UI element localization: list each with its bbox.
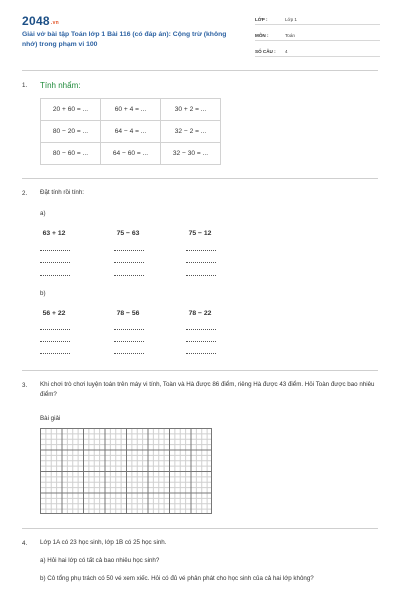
table-cell: 30 + 2 = ... [161, 99, 221, 121]
answer-line [40, 329, 70, 330]
answer-line [114, 262, 144, 263]
solution-label: Bài giải [40, 415, 61, 422]
answer-line [40, 250, 70, 251]
question-4-number: 4. [22, 540, 28, 547]
answer-line [186, 250, 216, 251]
table-cell: 64 − 60 = ... [101, 143, 161, 165]
meta-key: MÔN : [255, 33, 269, 38]
solution-grid[interactable] [40, 428, 212, 514]
table-cell: 80 − 60 = ... [41, 143, 101, 165]
table-row [41, 99, 221, 121]
expression: 75 − 63 [116, 230, 140, 237]
expression: 63 + 12 [42, 230, 66, 237]
meta-value: Lớp 1 [285, 17, 297, 22]
expression: 78 − 56 [116, 310, 140, 317]
meta-value: Toán [285, 33, 295, 38]
meta-row-subject [255, 30, 380, 41]
answer-line [186, 275, 216, 276]
answer-line [40, 262, 70, 263]
table-cell: 32 − 2 = ... [161, 121, 221, 143]
answer-line [186, 262, 216, 263]
answer-line [114, 250, 144, 251]
document-title: Giải vở bài tập Toán lớp 1 Bài 116 (có đáp án): Cộng trừ (không nhớ) trong phạm vi 100 [22, 31, 227, 48]
meta-key: LỚP : [255, 17, 268, 22]
divider [22, 528, 378, 529]
answer-line [114, 341, 144, 342]
answer-line [40, 341, 70, 342]
meta-row-class [255, 14, 380, 25]
question-2-title: Đặt tính rồi tính: [40, 189, 85, 196]
expression: 78 − 22 [188, 310, 212, 317]
answer-line [40, 353, 70, 354]
question-1-title: Tính nhẩm: [40, 81, 81, 90]
site-logo[interactable]: $2048^{.vn}$ [22, 14, 60, 28]
answer-line [114, 275, 144, 276]
answer-line [114, 329, 144, 330]
answer-line [40, 275, 70, 276]
answer-line [186, 353, 216, 354]
table-cell: 64 − 4 = ... [101, 121, 161, 143]
logo-suffix: .vn [50, 20, 60, 26]
answer-line [186, 329, 216, 330]
part-a-label: a) [40, 210, 46, 217]
question-3-number: 3. [22, 382, 28, 389]
table-cell: 60 + 4 = ... [101, 99, 161, 121]
meta-key: SỐ CÂU : [255, 49, 276, 54]
question-4-part-a: a) Hỏi hai lớp có tất cả bao nhiêu học sinh? [40, 557, 160, 564]
question-4-part-b: b) Cô tổng phụ trách có 50 vé xem xiếc. Hỏi có đủ vé phân phát cho học sinh của cả hai lớp không? [40, 575, 314, 582]
table-cell: 80 − 20 = ... [41, 121, 101, 143]
meta-row-count [255, 46, 380, 57]
expression: 75 − 12 [188, 230, 212, 237]
table-row [41, 121, 221, 143]
table-cell: 32 − 30 = ... [161, 143, 221, 165]
mental-math-table [40, 98, 221, 165]
divider [22, 370, 378, 371]
question-4-text: Lớp 1A có 23 học sinh, lớp 1B có 25 học sinh. [40, 539, 167, 546]
table-row [41, 143, 221, 165]
question-3-text: Khi chơi trò chơi luyện toán trên máy vi tính, Toàn và Hà được 86 điểm, riêng Hà được 43 điểm. Hỏi Toàn được bao nhiêu điểm? [40, 381, 375, 398]
meta-value: 4 [285, 49, 288, 54]
expression: 56 + 22 [42, 310, 66, 317]
divider [22, 178, 378, 179]
table-cell: 20 + 60 = ... [41, 99, 101, 121]
divider [22, 70, 378, 71]
question-2-number: 2. [22, 190, 28, 197]
part-b-label: b) [40, 290, 46, 297]
answer-line [114, 353, 144, 354]
question-1-number: 1. [22, 82, 28, 89]
answer-line [186, 341, 216, 342]
